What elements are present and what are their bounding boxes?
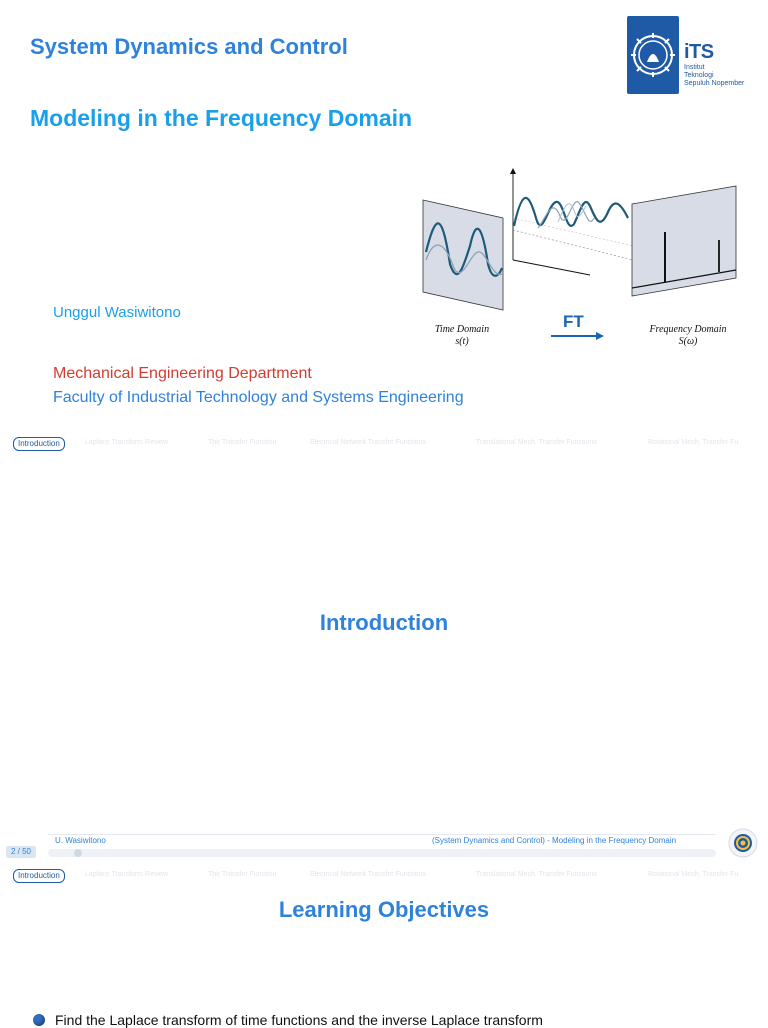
page-indicator[interactable]: 2 / 50 — [6, 846, 36, 858]
bullet-icon — [33, 1014, 45, 1026]
footer-divider — [48, 834, 716, 835]
learning-objectives-title: Learning Objectives — [278, 897, 490, 922]
its-logo-line1: Institut — [684, 64, 705, 71]
objective-text: Find the Laplace transform of time functions and the inverse Laplace transform — [55, 1012, 543, 1028]
faculty: Faculty of Industrial Technology and Systems Engineering — [53, 389, 464, 406]
time-domain-symbol: s(t) — [455, 336, 469, 347]
nav-item-transfer-function[interactable]: The Transfer Function — [208, 439, 277, 446]
nav-item-electrical-tf[interactable]: Electrical Network Transfer Functions — [310, 439, 426, 446]
footer-course: (System Dynamics and Control) - Modeling in the Frequency Domain — [432, 836, 677, 845]
nav-item-laplace-review[interactable]: Laplace Transform Review — [85, 439, 168, 446]
nav-item-translational-tf[interactable]: Translational Mech. Transfer Functions — [476, 871, 597, 878]
its-logo-line2: Teknologi — [684, 72, 714, 79]
frequency-domain-symbol: S(ω) — [678, 336, 698, 347]
footer-author: U. Wasiwitono — [55, 836, 106, 845]
nav-item-electrical-tf[interactable]: Electrical Network Transfer Functions — [310, 871, 426, 878]
frequency-domain-label: Frequency Domain — [649, 324, 727, 335]
its-logo-line3: Sepuluh Nopember — [684, 80, 745, 87]
nav-item-laplace-review[interactable]: Laplace Transform Review — [85, 871, 168, 878]
its-logo-text: iTS — [684, 41, 714, 63]
footer-its-logo — [728, 828, 758, 858]
course-title: System Dynamics and Control — [30, 34, 348, 59]
nav-item-transfer-function[interactable]: The Transfer Function — [208, 871, 277, 878]
nav-item-rotational-tf[interactable]: Rotational Mech. Transfer Fu — [648, 871, 739, 878]
section-title: Introduction — [319, 610, 449, 635]
slide-title: Modeling in the Frequency Domain — [30, 105, 413, 131]
section-navbar — [0, 436, 768, 450]
nav-item-introduction[interactable]: Introduction — [13, 437, 65, 451]
time-domain-label: Time Domain — [434, 324, 490, 335]
slide-progress-bar[interactable] — [48, 849, 716, 857]
fourier-transform-figure — [418, 168, 753, 358]
nav-item-translational-tf[interactable]: Translational Mech. Transfer Functions — [476, 439, 597, 446]
author-name: Unggul Wasiwitono — [53, 304, 181, 321]
section-navbar-2 — [0, 868, 768, 882]
its-logo — [627, 16, 757, 96]
slide-progress-knob[interactable] — [74, 849, 82, 857]
nav-item-introduction[interactable]: Introduction — [13, 869, 65, 883]
its-seal-icon — [627, 16, 679, 94]
department: Mechanical Engineering Department — [53, 365, 312, 382]
ft-label: FT — [563, 312, 584, 331]
nav-item-rotational-tf[interactable]: Rotational Mech. Transfer Fu — [648, 439, 739, 446]
objective-item — [33, 1012, 543, 1028]
